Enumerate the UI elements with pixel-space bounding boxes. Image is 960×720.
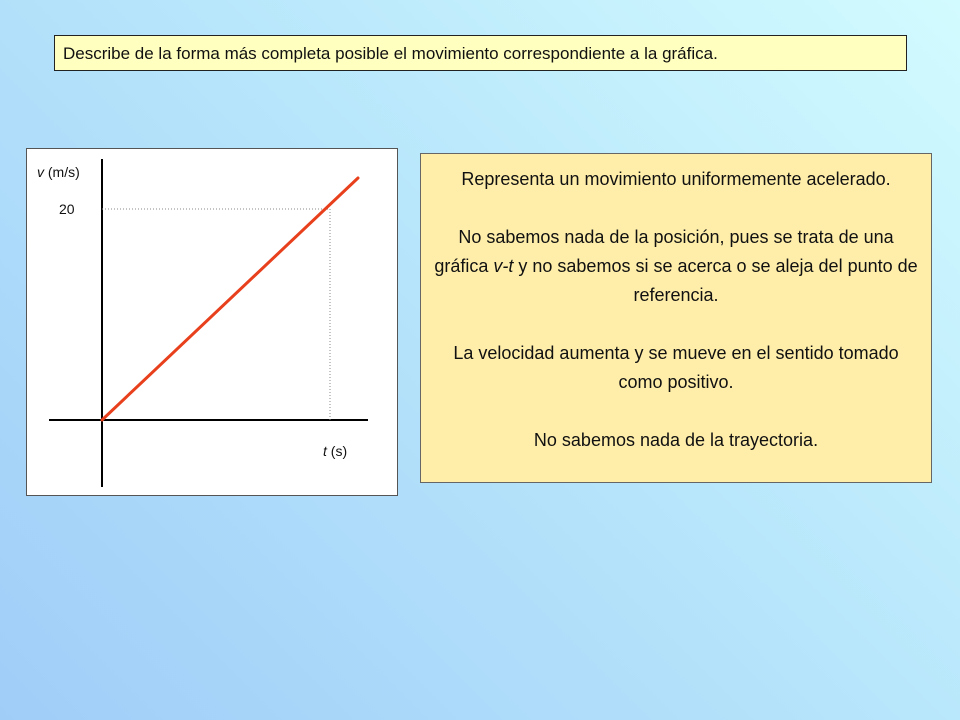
velocity-line (102, 178, 358, 420)
answer-paragraph-2 (433, 223, 919, 310)
velocity-time-graph (26, 148, 398, 496)
y-axis-label (37, 164, 80, 180)
x-axis-label (323, 443, 347, 459)
y-axis-unit: (m/s) (47, 164, 80, 180)
answer-vt-term: v-t (493, 256, 514, 276)
x-axis-unit: (s) (330, 443, 348, 459)
question-prompt (54, 35, 907, 71)
question-text: Describe de la forma más completa posible el movimiento correspondiente a la gráfica. (63, 44, 718, 63)
answer-paragraph-1: Representa un movimiento uniformemente acelerado. (461, 169, 891, 189)
answer-box (420, 153, 932, 483)
x-axis-variable: t (323, 443, 327, 459)
y-tick-label: 20 (59, 201, 75, 217)
answer-paragraph-3: La velocidad aumenta y se mueve en el sentido tomado como positivo. (453, 343, 899, 392)
answer-paragraph-2-start: No sabemos nada de la posición, pues se trata de una gráfica (434, 227, 894, 276)
answer-paragraph-2-end: y no sabemos si se acerca o se aleja del punto de referencia. (513, 256, 918, 305)
y-axis-variable: v (37, 164, 44, 180)
answer-paragraph-4: No sabemos nada de la trayectoria. (533, 430, 819, 450)
